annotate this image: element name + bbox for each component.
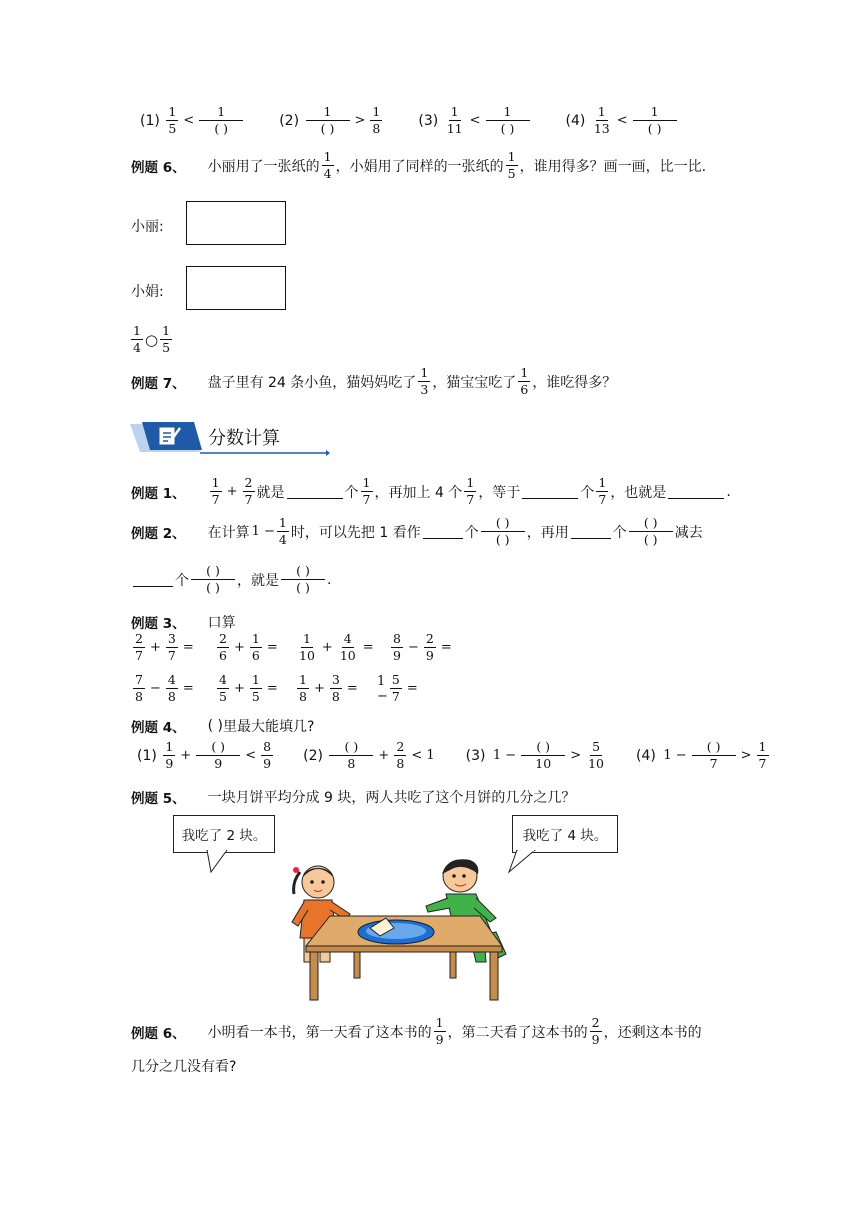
example-6a: [131, 150, 706, 181]
text: 个: [464, 524, 479, 541]
fraction: $\frac{1}{7}$: [210, 476, 222, 507]
example-3: [131, 612, 236, 632]
speech-tail-left: [205, 850, 245, 874]
edit-note-icon: [158, 426, 182, 446]
fraction: $\frac{1}{( )}$: [306, 105, 350, 136]
text: 小明看一本书，第一天看了这本书的: [207, 1024, 432, 1041]
operator: <: [183, 113, 195, 128]
item-number: (4): [565, 112, 586, 129]
compare-item-2: [279, 105, 384, 136]
fraction: $\frac{1}{4}$: [322, 150, 334, 181]
example-label: 例题 5、: [131, 791, 186, 807]
operator: <: [616, 113, 628, 128]
expression: 1 −: [251, 524, 275, 539]
speech-bubble-boy: 我吃了 4 块。: [512, 815, 618, 853]
text: ，谁用得多？画一画，比一比.: [519, 158, 707, 175]
fraction: $\frac{1}{5}$: [506, 150, 518, 181]
fraction-blank[interactable]: $\frac{( )}{10}$: [521, 740, 565, 771]
operator: >: [354, 113, 366, 128]
text: ，第二天看了这本书的: [447, 1024, 588, 1041]
example-2-cont: [131, 564, 331, 595]
text: ，还剩这本书的: [603, 1024, 702, 1041]
answer-blank[interactable]: [423, 524, 463, 539]
compare-circle[interactable]: ○: [145, 330, 159, 349]
text: 个: [612, 524, 627, 541]
item-number: (2): [279, 112, 300, 129]
answer-blank[interactable]: [133, 572, 173, 587]
fraction: $\frac{1}{7}$: [596, 476, 608, 507]
xiaojuan-label: 小娟:: [131, 284, 164, 300]
fraction-blank[interactable]: $\frac{( )}{( )}$: [191, 564, 235, 595]
example-7: [131, 366, 616, 397]
fraction: $\frac{1}{7}$: [361, 476, 373, 507]
fraction: $\frac{1}{11}$: [446, 104, 463, 136]
text: 就是: [256, 484, 285, 501]
example-5: [131, 787, 575, 807]
fraction-blank[interactable]: $\frac{( )}{9}$: [196, 740, 240, 771]
math-item: $\frac{4}{5}$ + $\frac{1}{5}$ =: [215, 673, 281, 704]
math-item: $\frac{2}{6}$ + $\frac{1}{6}$ =: [215, 632, 281, 663]
fraction-blank[interactable]: $\frac{( )}{7}$: [692, 740, 736, 771]
fraction: $\frac{1}{3}$: [418, 366, 430, 397]
fraction: $\frac{1}{( )}$: [633, 105, 677, 136]
math-item: 1 − $\frac{5}{7}$ =: [377, 672, 418, 704]
xiaojuan-drawing-box[interactable]: [186, 266, 286, 310]
answer-blank[interactable]: [522, 484, 578, 499]
example-1: [131, 476, 731, 507]
fraction: $\frac{1}{13}$: [593, 104, 610, 136]
example-label: 例题 3、: [131, 616, 186, 632]
fraction: $\frac{1}{8}$: [370, 105, 382, 136]
ex4-item-1: (1) $\frac{1}{9}$ + $\frac{( )}{9}$ < $\frac{8}{9}$: [137, 740, 275, 771]
example-6b-line2: 几分之几没有看?: [131, 1059, 237, 1075]
compare-circle-row: [129, 324, 174, 355]
speech-bubble-girl: 我吃了 2 块。: [173, 815, 275, 853]
compare-item-1: [140, 105, 245, 136]
fraction: $\frac{2}{7}$: [243, 476, 255, 507]
text: 盘子里有 24 条小鱼，猫妈妈吃了: [207, 374, 417, 391]
children-table-illustration: [270, 858, 530, 1003]
text: 一块月饼平均分成 9 块，两人共吃了这个月饼的几分之几？: [207, 790, 576, 806]
example-label: 例题 2、: [131, 525, 186, 542]
example-label: 例题 6、: [131, 159, 186, 176]
fraction-blank[interactable]: $\frac{( )}{( )}$: [281, 564, 325, 595]
item-number: (1): [140, 112, 160, 129]
example-label: 例题 7、: [131, 375, 186, 392]
fraction: $\frac{2}{9}$: [590, 1016, 602, 1047]
fraction: $\frac{1}{7}$: [464, 476, 476, 507]
example-4-items: [137, 740, 771, 771]
text: 口算: [207, 615, 236, 631]
math-item: $\frac{7}{8}$ − $\frac{4}{8}$ =: [131, 673, 197, 704]
fraction: $\frac{1}{6}$: [518, 366, 530, 397]
ex4-item-3: (3) 1 − $\frac{( )}{10}$ > $\frac{5}{10}$: [465, 739, 605, 771]
text: ，猫宝宝吃了: [432, 374, 517, 391]
example-label: 例题 4、: [131, 720, 186, 736]
math-item: $\frac{2}{7}$ + $\frac{3}{7}$ =: [131, 632, 197, 663]
text: ，小娟用了同样的一张纸的: [335, 158, 504, 175]
section-title: 分数计算: [208, 428, 280, 449]
text: .: [726, 483, 731, 500]
text: 小丽用了一张纸的: [207, 158, 320, 175]
operator: <: [469, 113, 481, 128]
xiaoli-label: 小丽:: [131, 219, 164, 235]
text: 个: [175, 572, 189, 589]
fraction: $\frac{1}{( )}$: [199, 105, 243, 136]
text: 个: [344, 484, 359, 501]
example-label: 例题 1、: [131, 485, 186, 502]
text: 个: [580, 484, 595, 501]
text: ，再加上 4 个: [374, 484, 463, 501]
text: 在计算: [207, 524, 250, 541]
operator: +: [226, 484, 238, 499]
answer-blank[interactable]: [668, 484, 724, 499]
fraction: $\frac{1}{4}$: [277, 516, 289, 547]
fraction-blank[interactable]: $\frac{( )}{( )}$: [481, 516, 525, 547]
section-header: [130, 420, 330, 458]
fraction: $\frac{1}{5}$: [166, 105, 178, 136]
fraction: $\frac{1}{4}$: [131, 324, 143, 355]
example-6b: [131, 1016, 702, 1047]
text: ，也就是: [610, 484, 667, 501]
xiaoli-drawing-box[interactable]: [186, 201, 286, 245]
text: 里最大能填几?: [222, 719, 315, 735]
text: 时，可以先把 1 看作: [290, 524, 421, 541]
example-label: 例题 6、: [131, 1025, 186, 1042]
text: ，就是: [237, 572, 279, 589]
compare-row: [140, 105, 679, 136]
fraction: $\frac{1}{5}$: [160, 324, 172, 355]
fraction: $\frac{1}{( )}$: [486, 105, 530, 136]
compare-item-3: [418, 105, 531, 136]
text: .: [327, 571, 332, 588]
fraction-blank[interactable]: $\frac{( )}{8}$: [329, 740, 373, 771]
text: 减去: [674, 524, 703, 541]
answer-blank[interactable]: [571, 524, 611, 539]
text: ( ): [207, 718, 223, 734]
text: ，谁吃得多？: [532, 374, 617, 391]
answer-blank[interactable]: [287, 484, 343, 499]
ex4-item-2: (2) $\frac{( )}{8}$ + $\frac{2}{8}$ < 1: [303, 739, 435, 771]
ex4-item-4: (4) 1 − $\frac{( )}{7}$ > $\frac{1}{7}$: [636, 740, 771, 771]
math-item: $\frac{1}{8}$ + $\frac{3}{8}$ =: [295, 673, 361, 704]
item-number: (3): [418, 112, 439, 129]
compare-item-4: [566, 105, 679, 136]
fraction-blank[interactable]: $\frac{( )}{( )}$: [629, 516, 673, 547]
example-2: [131, 516, 703, 547]
fraction: $\frac{1}{9}$: [434, 1016, 446, 1047]
math-item: $\frac{1}{10}$ + $\frac{4}{10}$ =: [299, 631, 374, 663]
example-4: [131, 716, 314, 736]
text: ，再用: [526, 524, 569, 541]
math-item: $\frac{8}{9}$ − $\frac{2}{9}$ =: [389, 632, 455, 663]
text: ，等于: [478, 484, 521, 501]
